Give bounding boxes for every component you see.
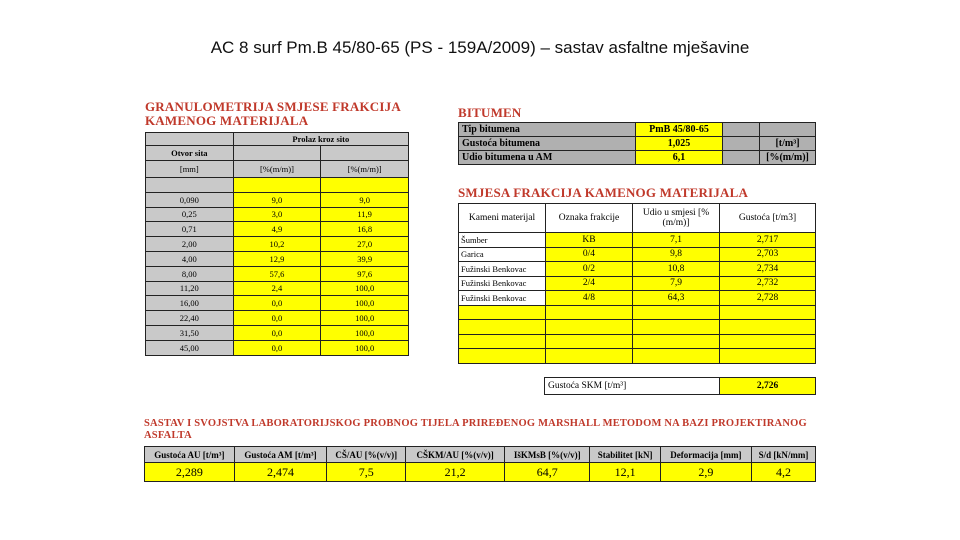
empty-cell [459,305,546,320]
cumulative-cell: 100,0 [321,311,409,326]
material-cell: Garica [459,247,546,262]
cumulative-cell: 100,0 [321,296,409,311]
column-header: Kameni materijal [459,204,546,233]
sieve-size-cell: 8,00 [146,266,234,281]
cumulative-cell: 97,6 [321,266,409,281]
cumulative-cell: 16,8 [321,222,409,237]
passing-cell: 0,0 [233,311,321,326]
skm-density-table [544,377,816,395]
column-header: CŠ/AU [%(v/v)] [327,447,406,463]
empty-cell [720,349,816,364]
empty-cell [633,334,720,349]
passing-cell: 0,0 [233,325,321,340]
density-cell: 2,703 [720,247,816,262]
passing-cell: 12,9 [233,251,321,266]
column-header: CŠKM/AU [%(v/v)] [406,447,505,463]
sieve-size-cell: 31,50 [146,325,234,340]
fraction-cell: KB [546,233,633,248]
sieve-size-cell: 11,20 [146,281,234,296]
column-header: Gustoća AM [t/m³] [234,447,326,463]
sieve-size-cell: 22,40 [146,311,234,326]
cumulative-cell: 27,0 [321,237,409,252]
table-row [545,378,816,395]
cumulative-cell: 100,0 [321,325,409,340]
bitumen-table [458,122,816,165]
table-row [459,151,816,165]
bitumen-label: Gustoća bitumena [459,137,636,151]
column-header: Oznaka frakcije [546,204,633,233]
cumulative-cell: 9,0 [321,192,409,207]
empty-cell [546,305,633,320]
empty-cell [720,320,816,335]
sieve-size-cell: 45,00 [146,340,234,355]
table-row [459,233,816,248]
cumulative-cell: 39,9 [321,251,409,266]
blank-header-cell [233,146,321,161]
column-header: Gustoća AU [t/m³] [145,447,235,463]
bitumen-section [458,106,816,165]
table-row [459,247,816,262]
sieve-size-cell: 4,00 [146,251,234,266]
material-cell: Fužinski Benkovac [459,262,546,277]
passing-cell: 57,6 [233,266,321,281]
unit-pct-2: [%(m/m)] [321,161,409,178]
table-row [146,311,409,326]
unit-pct-1: [%(m/m)] [233,161,321,178]
empty-cell [720,334,816,349]
aggregate-mix-heading: SMJESA FRAKCIJA KAMENOG MATERIJALA [458,185,749,200]
bitumen-label: Tip bitumena [459,123,636,137]
bitumen-value: 1,025 [636,137,723,151]
share-cell: 64,3 [633,291,720,306]
skm-density-label: Gustoća SKM [t/m³] [545,378,720,395]
passing-cell: 4,9 [233,222,321,237]
granulometry-heading-line2: KAMENOG MATERIJALA [145,113,309,128]
slide-title: AC 8 surf Pm.B 45/80-65 (PS - 159A/2009) – sastav asfaltne mješavine [210,38,750,57]
column-header: IšKMsB [%(v/v)] [505,447,590,463]
material-cell: Fužinski Benkovac [459,276,546,291]
column-header: Udio u smjesi [%(m/m)] [633,204,720,233]
share-cell: 7,1 [633,233,720,248]
density-cell: 2,717 [720,233,816,248]
empty-cell [633,349,720,364]
value-cell: 21,2 [406,463,505,482]
passing-cell: 10,2 [233,237,321,252]
column-header: Gustoća [t/m3] [720,204,816,233]
table-row [146,266,409,281]
cumulative-cell: 100,0 [321,340,409,355]
value-cell: 2,9 [660,463,751,482]
share-cell: 9,8 [633,247,720,262]
share-cell: 7,9 [633,276,720,291]
material-cell: Šumber [459,233,546,248]
blank-header-cell [321,146,409,161]
passing-cell: 3,0 [233,207,321,222]
empty-row [459,334,816,349]
table-header-row [145,447,816,463]
marshall-heading: SASTAV I SVOJSTVA LABORATORIJSKOG PROBNOG TIJELA PRIREĐENOG MARSHALL METODOM NA BAZI PROJEKTIRANOG ASFALTA [144,418,807,441]
prolaz-header: Prolaz kroz sito [233,133,408,146]
granulometry-table [145,132,409,356]
passing-cell: 0,0 [233,340,321,355]
passing-cell: 0,0 [233,296,321,311]
sieve-size-cell: 0,25 [146,207,234,222]
cumulative-cell: 100,0 [321,281,409,296]
blank-header-cell [146,133,234,146]
table-row [146,222,409,237]
bitumen-unit [760,123,816,137]
sieve-size-cell: 2,00 [146,237,234,252]
bitumen-unit: [t/m³] [760,137,816,151]
density-cell: 2,732 [720,276,816,291]
aggregate-mix-rows [459,233,816,364]
aggregate-mix-table [458,203,816,364]
table-row [459,276,816,291]
marshall-table [144,446,816,482]
table-row [146,192,409,207]
empty-cell [546,349,633,364]
table-row [459,291,816,306]
value-cell: 64,7 [505,463,590,482]
granulometry-rows [146,192,409,355]
table-row [146,281,409,296]
passing-cell: 9,0 [233,192,321,207]
aggregate-mix-section [458,186,816,364]
cumulative-cell: 11,9 [321,207,409,222]
value-cell: 2,474 [234,463,326,482]
column-header: Stabilitet [kN] [590,447,660,463]
bitumen-heading: BITUMEN [458,105,522,120]
table-row [145,463,816,482]
sieve-size-cell: 0,71 [146,222,234,237]
marshall-section [144,418,816,482]
empty-row [459,320,816,335]
table-row [459,123,816,137]
table-row [146,237,409,252]
value-cell: 4,2 [751,463,815,482]
empty-cell [633,320,720,335]
value-cell: 2,289 [145,463,235,482]
table-row [146,207,409,222]
empty-cell [546,320,633,335]
empty-cell [633,305,720,320]
otvor-sita-header: Otvor sita [146,146,234,161]
granulometry-section [145,100,409,356]
density-cell: 2,728 [720,291,816,306]
bitumen-value: PmB 45/80-65 [636,123,723,137]
table-row [146,325,409,340]
skm-density-value: 2,726 [720,378,816,395]
value-cell: 7,5 [327,463,406,482]
column-header: Deformacija [mm] [660,447,751,463]
bitumen-value: 6,1 [636,151,723,165]
empty-row [459,349,816,364]
bitumen-label: Udio bitumena u AM [459,151,636,165]
table-row [459,262,816,277]
sieve-size-cell: 16,00 [146,296,234,311]
passing-cell: 2,4 [233,281,321,296]
material-cell: Fužinski Benkovac [459,291,546,306]
empty-cell [459,349,546,364]
fraction-cell: 2/4 [546,276,633,291]
share-cell: 10,8 [633,262,720,277]
table-header-row [459,204,816,233]
fraction-cell: 4/8 [546,291,633,306]
empty-cell [720,305,816,320]
unit-mm: [mm] [146,161,234,178]
empty-row [459,305,816,320]
fraction-cell: 0/2 [546,262,633,277]
bitumen-unit: [%(m/m)] [760,151,816,165]
sieve-size-cell: 0,090 [146,192,234,207]
density-cell: 2,734 [720,262,816,277]
table-row [146,296,409,311]
fraction-cell: 0/4 [546,247,633,262]
table-row [146,340,409,355]
empty-cell [546,334,633,349]
empty-cell [459,334,546,349]
value-cell: 12,1 [590,463,660,482]
granulometry-heading [145,100,409,128]
empty-cell [459,320,546,335]
column-header: S/d [kN/mm] [751,447,815,463]
table-row [146,251,409,266]
granulometry-heading-line1: GRANULOMETRIJA SMJESE FRAKCIJA [145,99,401,114]
table-row [459,137,816,151]
